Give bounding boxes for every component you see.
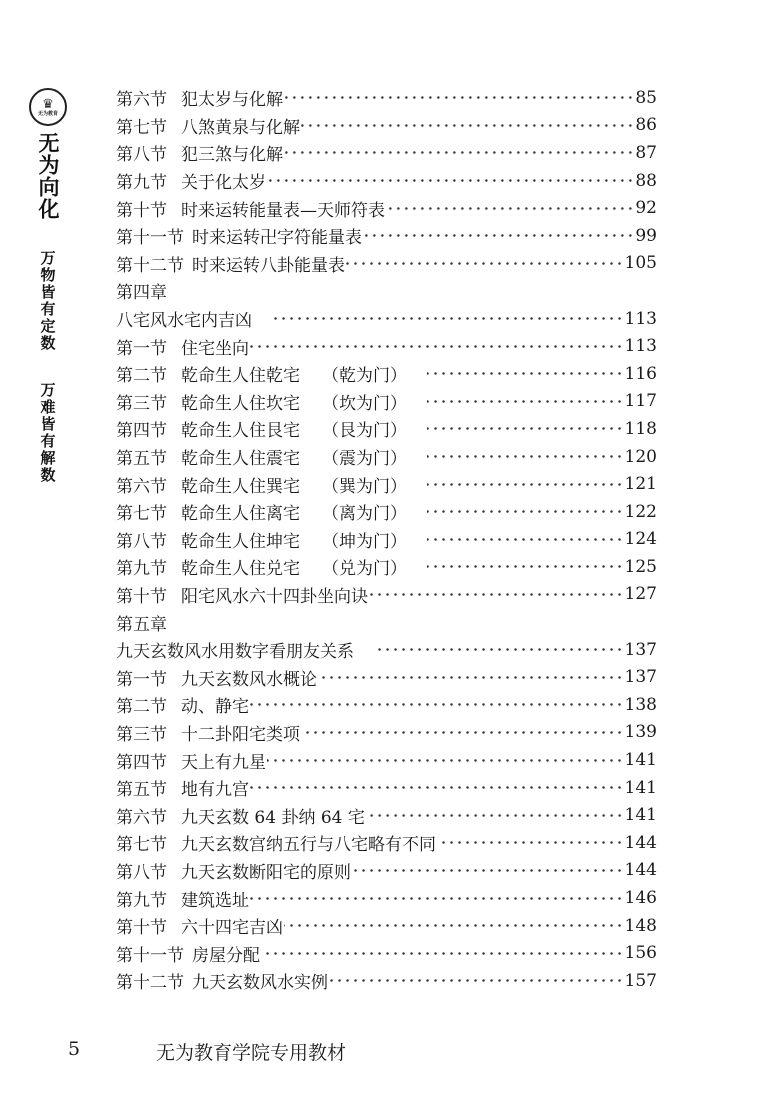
section-number: 第六节 — [116, 476, 167, 497]
section-title: 天上有九星 — [181, 752, 266, 773]
section-title: 时来运转八卦能量表 — [192, 255, 345, 276]
toc-entry — [116, 967, 657, 995]
section-title: 时来运转能量表—天师符表 — [181, 200, 385, 221]
gate-label: （坎为门） — [322, 393, 407, 414]
gate-label: （乾为门） — [322, 366, 407, 387]
toc-entry — [116, 415, 657, 443]
leader-dots — [284, 151, 634, 154]
section-title: 乾命生人住离宅 — [181, 504, 300, 525]
page-ref: 141 — [624, 777, 657, 798]
page-ref: 86 — [635, 115, 657, 136]
section-title: 九天玄数断阳宅的原则 — [181, 862, 351, 883]
leader-dots — [363, 234, 634, 237]
chapter-heading — [116, 608, 657, 636]
leader-dots — [427, 538, 624, 541]
section-title: 六十四宅吉凶 — [181, 918, 283, 939]
leader-dots — [427, 455, 624, 458]
gate-label: （震为门） — [322, 449, 407, 470]
section-number: 第九节 — [116, 559, 167, 580]
section-number: 第七节 — [116, 504, 167, 525]
page-ref: 85 — [635, 87, 657, 108]
page-ref: 156 — [624, 943, 657, 964]
toc-entry — [116, 939, 657, 967]
section-number: 第一节 — [116, 338, 167, 359]
section-number: 第十二节 — [116, 255, 184, 276]
leader-dots — [284, 96, 634, 99]
gate-label: （巽为门） — [322, 476, 407, 497]
chapter-title-row — [116, 636, 657, 664]
leader-dots — [318, 676, 624, 679]
logo — [29, 88, 67, 126]
section-number: 第五节 — [116, 449, 167, 470]
chapter-heading — [116, 277, 657, 305]
leader-dots — [346, 262, 624, 265]
toc-entry — [116, 553, 657, 581]
section-number: 第四节 — [116, 752, 167, 773]
chapter-title-row — [116, 305, 657, 333]
toc-entry — [116, 167, 657, 195]
logo-text: 无为教育 — [37, 110, 58, 117]
section-title: 九天玄数宫纳五行与八宅略有不同 — [181, 835, 436, 856]
sidebar — [26, 88, 70, 484]
leader-dots — [250, 786, 624, 789]
section-title: 时来运转卍字符能量表 — [192, 228, 362, 249]
section-number: 第十二节 — [116, 973, 184, 994]
page-ref: 125 — [624, 556, 657, 577]
section-number: 第二节 — [116, 697, 167, 718]
toc-entry — [116, 526, 657, 554]
section-title: 十二卦阳宅类项 — [181, 724, 300, 745]
toc-entry — [116, 112, 657, 140]
section-number: 第十一节 — [116, 945, 184, 966]
toc-entry — [116, 443, 657, 471]
leader-dots — [427, 483, 624, 486]
toc-entry — [116, 581, 657, 609]
section-title: 乾命生人住巽宅 — [181, 476, 300, 497]
page-ref: 127 — [624, 584, 657, 605]
page-number: 5 — [68, 1038, 81, 1060]
section-number: 第七节 — [116, 117, 167, 138]
toc-entry — [116, 139, 657, 167]
chapter-title: 八宅风水宅内吉凶 — [116, 311, 252, 332]
page-ref: 113 — [624, 308, 657, 329]
leader-dots — [437, 841, 624, 844]
section-title: 九天玄数风水概论 — [181, 669, 317, 690]
toc-entry — [116, 388, 657, 416]
toc-entry — [116, 250, 657, 278]
page-ref: 157 — [624, 970, 657, 991]
section-title: 地有九宫 — [181, 780, 249, 801]
leader-dots — [369, 593, 624, 596]
leader-dots — [301, 124, 634, 127]
section-title: 犯三煞与化解 — [181, 145, 283, 166]
page-ref: 122 — [624, 501, 657, 522]
page-ref: 137 — [624, 639, 657, 660]
section-number: 第三节 — [116, 724, 167, 745]
section-title: 乾命生人住坎宅 — [181, 393, 300, 414]
section-number: 第六节 — [116, 90, 167, 111]
page-ref: 139 — [624, 722, 657, 743]
chapter-title: 九天玄数风水用数字看朋友关系 — [116, 642, 354, 663]
section-number: 第十节 — [116, 586, 167, 607]
footer-title: 无为教育学院专用教材 — [156, 1042, 347, 1064]
leader-dots — [267, 759, 624, 762]
leader-dots — [427, 510, 624, 513]
page-ref: 121 — [624, 474, 657, 495]
leader-dots — [427, 565, 624, 568]
leader-dots — [250, 345, 624, 348]
page-ref: 99 — [635, 225, 657, 246]
toc-entry — [116, 470, 657, 498]
chapter-label: 第四章 — [116, 283, 167, 304]
section-number: 第二节 — [116, 366, 167, 387]
section-number: 第八节 — [116, 145, 167, 166]
page-ref: 138 — [624, 694, 657, 715]
toc-entry — [116, 801, 657, 829]
page-ref: 116 — [624, 363, 657, 384]
motto-1: 万物皆有定数 — [38, 250, 57, 352]
section-number: 第三节 — [116, 393, 167, 414]
section-number: 第一节 — [116, 669, 167, 690]
toc-entry — [116, 746, 657, 774]
toc-entry — [116, 857, 657, 885]
page-ref: 141 — [624, 805, 657, 826]
toc-entry — [116, 884, 657, 912]
brand-title: 无为向化 — [36, 132, 61, 220]
page-ref: 105 — [624, 253, 657, 274]
toc-entry — [116, 194, 657, 222]
section-title: 九天玄数风水实例 — [192, 973, 328, 994]
leader-dots — [352, 869, 624, 872]
toc-entry — [116, 912, 657, 940]
leader-dots — [284, 924, 624, 927]
leader-dots — [374, 648, 624, 651]
section-title: 房屋分配 — [192, 945, 260, 966]
section-title: 阳宅风水六十四卦坐向诀 — [181, 586, 368, 607]
leader-dots — [250, 703, 624, 706]
section-title: 乾命生人住乾宅 — [181, 366, 300, 387]
section-number: 第四节 — [116, 421, 167, 442]
page-ref: 146 — [624, 888, 657, 909]
section-number: 第五节 — [116, 780, 167, 801]
leader-dots — [272, 317, 624, 320]
toc-entry — [116, 498, 657, 526]
toc-entry — [116, 691, 657, 719]
page-ref: 137 — [624, 667, 657, 688]
leader-dots — [261, 952, 624, 955]
gate-label: （离为门） — [322, 504, 407, 525]
section-title: 乾命生人住艮宅 — [181, 421, 300, 442]
toc-entry — [116, 222, 657, 250]
page-ref: 120 — [624, 446, 657, 467]
section-title: 动、静宅 — [181, 697, 249, 718]
page-ref: 141 — [624, 750, 657, 771]
page-ref: 113 — [624, 336, 657, 357]
section-number: 第七节 — [116, 835, 167, 856]
section-number: 第八节 — [116, 531, 167, 552]
section-title: 犯太岁与化解 — [181, 90, 283, 111]
section-number: 第十节 — [116, 200, 167, 221]
section-number: 第十节 — [116, 918, 167, 939]
leader-dots — [301, 731, 624, 734]
toc-entry — [116, 829, 657, 857]
toc-entry — [116, 360, 657, 388]
chapter-label: 第五章 — [116, 614, 167, 635]
toc-entry — [116, 663, 657, 691]
section-number: 第十一节 — [116, 228, 184, 249]
section-title: 关于化太岁 — [181, 173, 266, 194]
page-ref: 88 — [635, 170, 657, 191]
page-ref: 144 — [624, 832, 657, 853]
toc-entry — [116, 332, 657, 360]
motto-2: 万难皆有解数 — [38, 382, 57, 484]
section-number: 第九节 — [116, 173, 167, 194]
page-ref: 148 — [624, 915, 657, 936]
leader-dots — [386, 207, 634, 210]
leader-dots — [427, 427, 624, 430]
leader-dots — [329, 979, 624, 982]
page-ref: 124 — [624, 529, 657, 550]
gate-label: （兑为门） — [322, 559, 407, 580]
table-of-contents — [116, 84, 657, 995]
section-title: 九天玄数 64 卦纳 64 宅 — [181, 807, 365, 828]
leader-dots — [366, 814, 624, 817]
leader-dots — [427, 372, 624, 375]
section-title: 乾命生人住坤宅 — [181, 531, 300, 552]
section-title: 住宅坐向 — [181, 338, 249, 359]
section-number: 第八节 — [116, 862, 167, 883]
leader-dots — [427, 400, 624, 403]
leader-dots — [250, 897, 624, 900]
crown-icon: ♛ — [42, 96, 54, 112]
gate-label: （坤为门） — [322, 531, 407, 552]
leader-dots — [267, 179, 634, 182]
page-ref: 92 — [635, 198, 657, 219]
section-title: 建筑选址 — [181, 890, 249, 911]
toc-entry — [116, 719, 657, 747]
toc-entry — [116, 84, 657, 112]
section-title: 乾命生人住震宅 — [181, 449, 300, 470]
gate-label: （艮为门） — [322, 421, 407, 442]
section-title: 八煞黄泉与化解 — [181, 117, 300, 138]
section-title: 乾命生人住兑宅 — [181, 559, 300, 580]
page-ref: 144 — [624, 860, 657, 881]
toc-entry — [116, 774, 657, 802]
page-ref: 118 — [624, 418, 657, 439]
section-number: 第六节 — [116, 807, 167, 828]
section-number: 第九节 — [116, 890, 167, 911]
page-ref: 117 — [624, 391, 657, 412]
page-ref: 87 — [635, 142, 657, 163]
